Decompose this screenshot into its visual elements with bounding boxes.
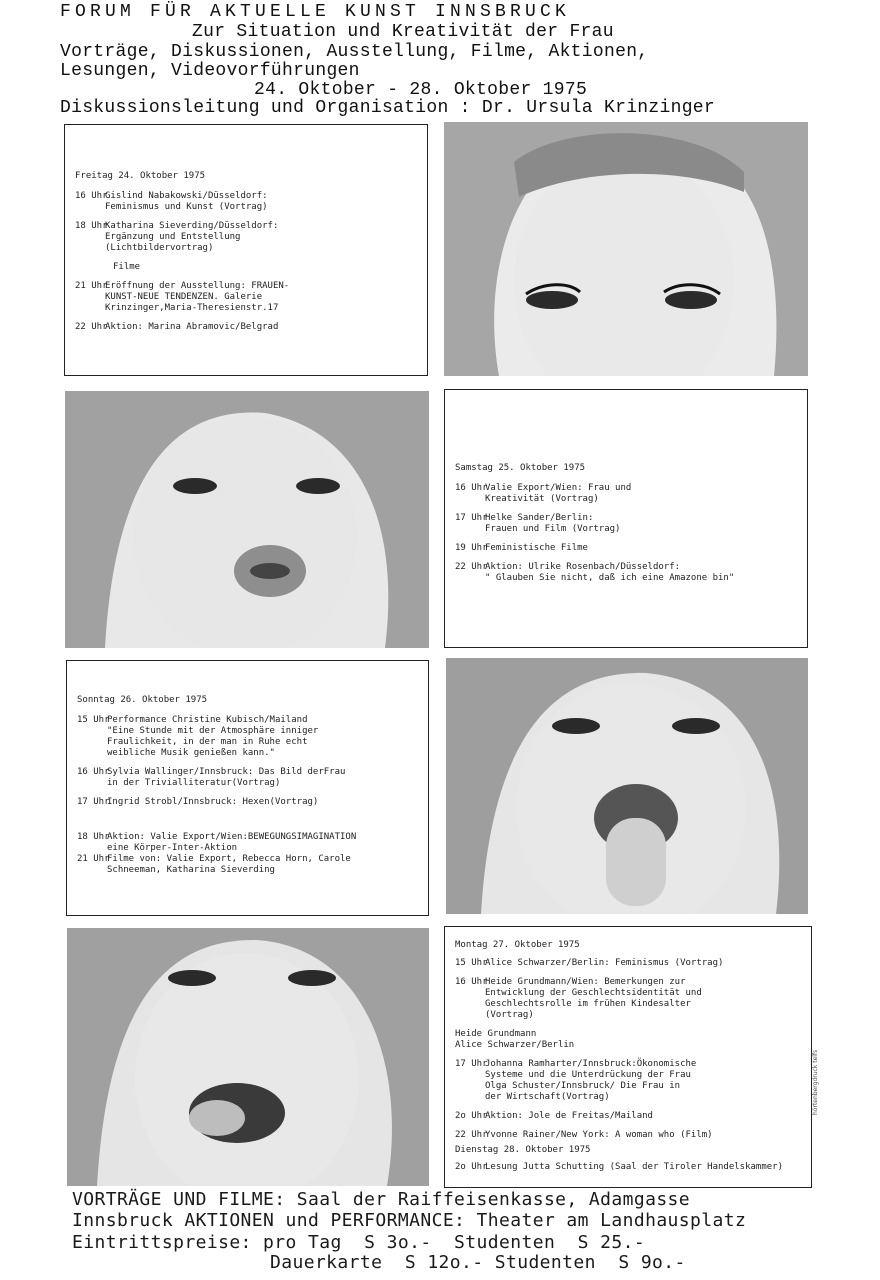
saturday-program-box (444, 389, 808, 648)
sunday-program (77, 695, 356, 884)
program-entry: 18 Uhr Katharina Sieverding/Düsseldorf: Ergänzung und Entstellung (Lichtbildervortrag) (75, 221, 279, 253)
program-entry: 17 Uhr Helke Sander/Berlin: Frauen und Film (Vortrag) (455, 513, 621, 534)
program-entry: 16 Uhr Sylvia Wallinger/Innsbruck: Das Bild derFrau in der Trivialliteratur(Vortrag) (77, 767, 346, 788)
day-heading: Sonntag 26. Oktober 1975 (77, 695, 208, 705)
organisation-line: Diskussionsleitung und Organisation : Dr. Ursula Krinzinger (60, 98, 716, 118)
saturday-program (455, 463, 734, 592)
monday-program (455, 940, 783, 1181)
program-types-line-2: Lesungen, Videovorführungen (60, 61, 360, 81)
footer-venue-line-2: Innsbruck AKTIONEN und PERFORMANCE: Theater am Landhausplatz (72, 1210, 747, 1231)
program-entry: 17 Uhr Johanna Ramharter/Innsbruck:Ökonomische Systeme und die Unterdrückung der Frau Olga Schuster/Innsbruck/ Die Frau in der Wirtschaft(Vortrag) (455, 1059, 697, 1102)
program-entry: 16 Uhr Heide Grundmann/Wien: Bemerkungen zur Entwicklung der Geschlechtsidentität und Geschlechtsrolle im frühen Kindesalter (Vortrag) (455, 977, 702, 1020)
program-entry: Filme (113, 262, 141, 272)
day-heading: Dienstag 28. Oktober 1975 (455, 1145, 591, 1155)
program-entry: 19 Uhr Feministische Filme (455, 543, 588, 553)
program-entry: 2o Uhr Aktion: Jole de Freitas/Mailand (455, 1111, 653, 1121)
program-types-line: Vorträge, Diskussionen, Ausstellung, Filme, Aktionen, (60, 42, 649, 62)
printer-credit: hörtenbergdruck telfs (812, 1049, 819, 1115)
day-heading: Montag 27. Oktober 1975 (455, 940, 580, 950)
portrait-photo-neutral (444, 122, 808, 376)
program-entry: 16 Uhr Valie Export/Wien: Frau und Kreativität (Vortrag) (455, 483, 632, 504)
monday-program-box (444, 926, 812, 1188)
forum-title: FORUM FÜR AKTUELLE KUNST INNSBRUCK (60, 2, 571, 22)
day-heading: Samstag 25. Oktober 1975 (455, 463, 586, 473)
program-entry: 22 Uhr Aktion: Ulrike Rosenbach/Düsseldorf: " Glauben Sie nicht, daß ich eine Amazone bin" (455, 562, 735, 583)
event-dates: 24. Oktober - 28. Oktober 1975 (254, 80, 588, 100)
program-entry: 15 Uhr Performance Christine Kubisch/Mailand "Eine Stunde mit der Atmosphäre inniger Fraulichkeit, in der man in Ruhe echt weibliche Musik genießen kann." (77, 715, 319, 758)
subtitle: Zur Situation und Kreativität der Frau (192, 22, 614, 42)
program-entry: 22 Uhr Yvonne Rainer/New York: A woman who (Film) (455, 1130, 713, 1140)
program-entry: 17 Uhr Ingrid Strobl/Innsbruck: Hexen(Vortrag) (77, 797, 319, 807)
friday-program (75, 171, 289, 341)
program-entry: 2o Uhr Lesung Jutta Schutting (Saal der Tiroler Handelskammer) (455, 1162, 784, 1172)
day-heading: Freitag 24. Oktober 1975 (75, 171, 206, 181)
program-entry: 21 Uhr Eröffnung der Ausstellung: FRAUEN- KUNST-NEUE TENDENZEN. Galerie Krinzinger,Maria-Theresienstr.17 (75, 281, 290, 313)
footer-prices-line-2: Dauerkarte S 12o.- Studenten S 9o.- (270, 1252, 686, 1273)
footer-prices-line: Eintrittspreise: pro Tag S 3o.- Studenten S 25.- (72, 1232, 646, 1253)
friday-program-box (64, 124, 428, 376)
program-entry: 22 Uhr Aktion: Marina Abramovic/Belgrad (75, 322, 279, 332)
program-entry: Heide Grundmann Alice Schwarzer/Berlin (455, 1029, 575, 1050)
portrait-photo-lick (67, 928, 429, 1186)
program-entry: 16 Uhr Gislind Nabakowski/Düsseldorf: Feminismus und Kunst (Vortrag) (75, 191, 268, 212)
program-entry: 18 Uhr Aktion: Valie Export/Wien:BEWEGUNGSIMAGINATION eine Körper-Inter-Aktion (77, 832, 357, 853)
program-entry: 21 Uhr Filme von: Valie Export, Rebecca Horn, Carole Schneeman, Katharina Sieverding (77, 854, 351, 875)
sunday-program-box (66, 660, 429, 916)
footer-venue-line: VORTRÄGE UND FILME: Saal der Raiffeisenkasse, Adamgasse (72, 1189, 691, 1210)
portrait-photo-tongue (446, 658, 808, 914)
portrait-photo-kiss (65, 391, 429, 648)
program-entry: 15 Uhr Alice Schwarzer/Berlin: Feminismus (Vortrag) (455, 958, 724, 968)
